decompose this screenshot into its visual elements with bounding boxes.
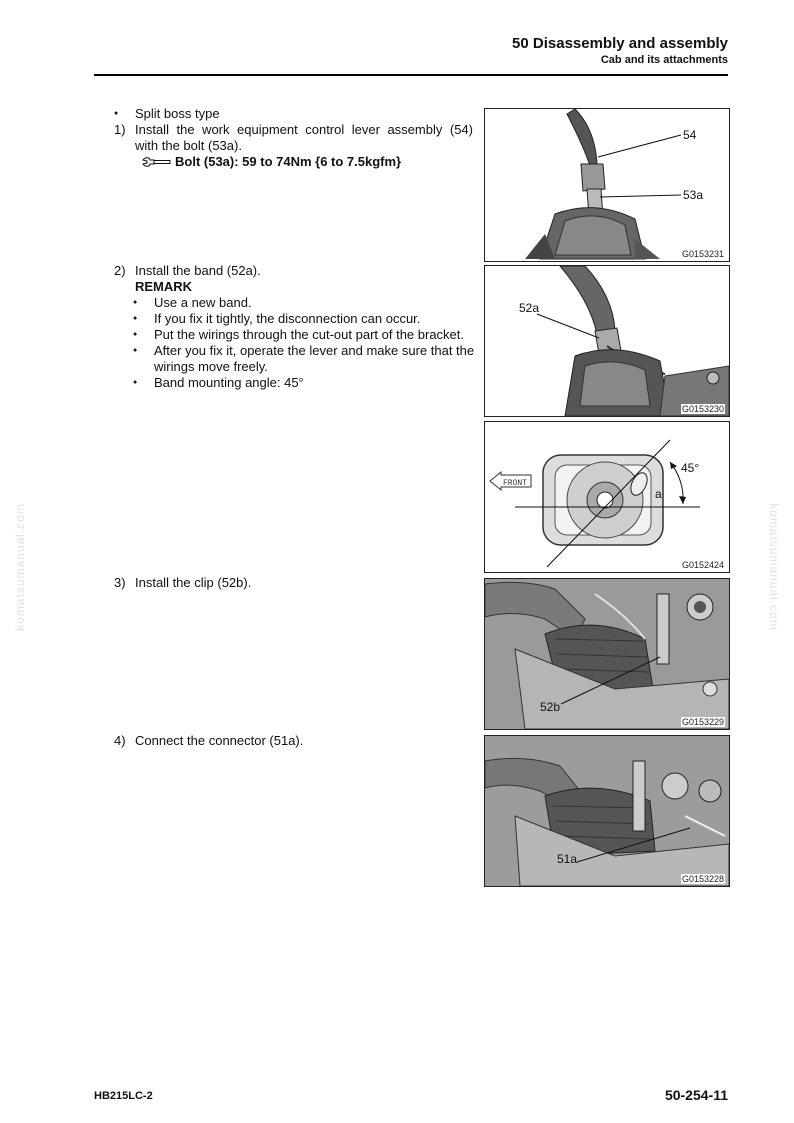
step-3-text: Install the clip (52b). (135, 575, 252, 590)
watermark-right: komatsumanual.com (766, 503, 781, 631)
callout-52a: 52a (519, 301, 540, 315)
remark-item: ● Put the wirings through the cut-out part of the bracket. (154, 327, 475, 343)
step-4 (114, 733, 304, 749)
step-1 (114, 122, 473, 170)
front-label: FRONT (503, 479, 528, 488)
step-3 (114, 575, 252, 591)
step-4-text: Connect the connector (51a). (135, 733, 304, 748)
torque-spec (141, 154, 473, 170)
intro-bullet: ● Split boss type (135, 106, 220, 122)
watermark-left: komatsumanual.com (12, 503, 27, 631)
figure-clip (484, 578, 730, 730)
figure-id: G0153229 (681, 717, 724, 727)
step-1-line1: Install the work equipment control lever assembly (54) (135, 122, 473, 137)
remark-label: REMARK (135, 279, 193, 294)
step-number: 4) (114, 733, 126, 748)
torque-text: Bolt (53a): 59 to 74Nm {6 to 7.5kgfm} (175, 154, 402, 169)
callout-53a: 53a (683, 188, 704, 202)
step-1-line2: with the bolt (53a). (135, 138, 242, 153)
figure-band-angle (484, 421, 730, 573)
step-number: 1) (114, 122, 126, 137)
remark-item: ● Use a new band. (154, 295, 475, 311)
remark-item: ● If you fix it tightly, the disconnection can occur. (154, 311, 475, 327)
footer-model: HB215LC-2 (94, 1090, 153, 1102)
remark-item: ● Band mounting angle: 45° (154, 375, 475, 391)
callout-angle: 45° (681, 461, 700, 475)
step-2-text: Install the band (52a). (135, 263, 261, 278)
callout-54: 54 (683, 128, 697, 142)
remark-list (154, 295, 475, 391)
remark-item-continued: wirings move freely. (154, 359, 268, 374)
wrench-icon (141, 156, 171, 168)
figure-id: G0152424 (681, 560, 724, 570)
callout-51a: 51a (557, 852, 578, 866)
figure-id: G0153230 (681, 404, 724, 414)
callout-a: a (655, 487, 662, 501)
header-rule (94, 74, 728, 76)
callout-52b: 52b (540, 700, 561, 714)
step-number: 2) (114, 263, 126, 278)
step-number: 3) (114, 575, 126, 590)
figure-lever-assembly (484, 108, 730, 262)
figure-id: G0153231 (681, 249, 724, 259)
figure-id: G0153228 (681, 874, 724, 884)
section-title: 50 Disassembly and assembly (512, 35, 728, 52)
footer-page-number: 50-254-11 (664, 1087, 728, 1103)
figure-band (484, 265, 730, 417)
section-subtitle: Cab and its attachments (600, 54, 728, 66)
remark-item: ● After you fix it, operate the lever and make sure that the (154, 343, 475, 359)
figure-connector (484, 735, 730, 887)
step-2 (114, 263, 475, 391)
